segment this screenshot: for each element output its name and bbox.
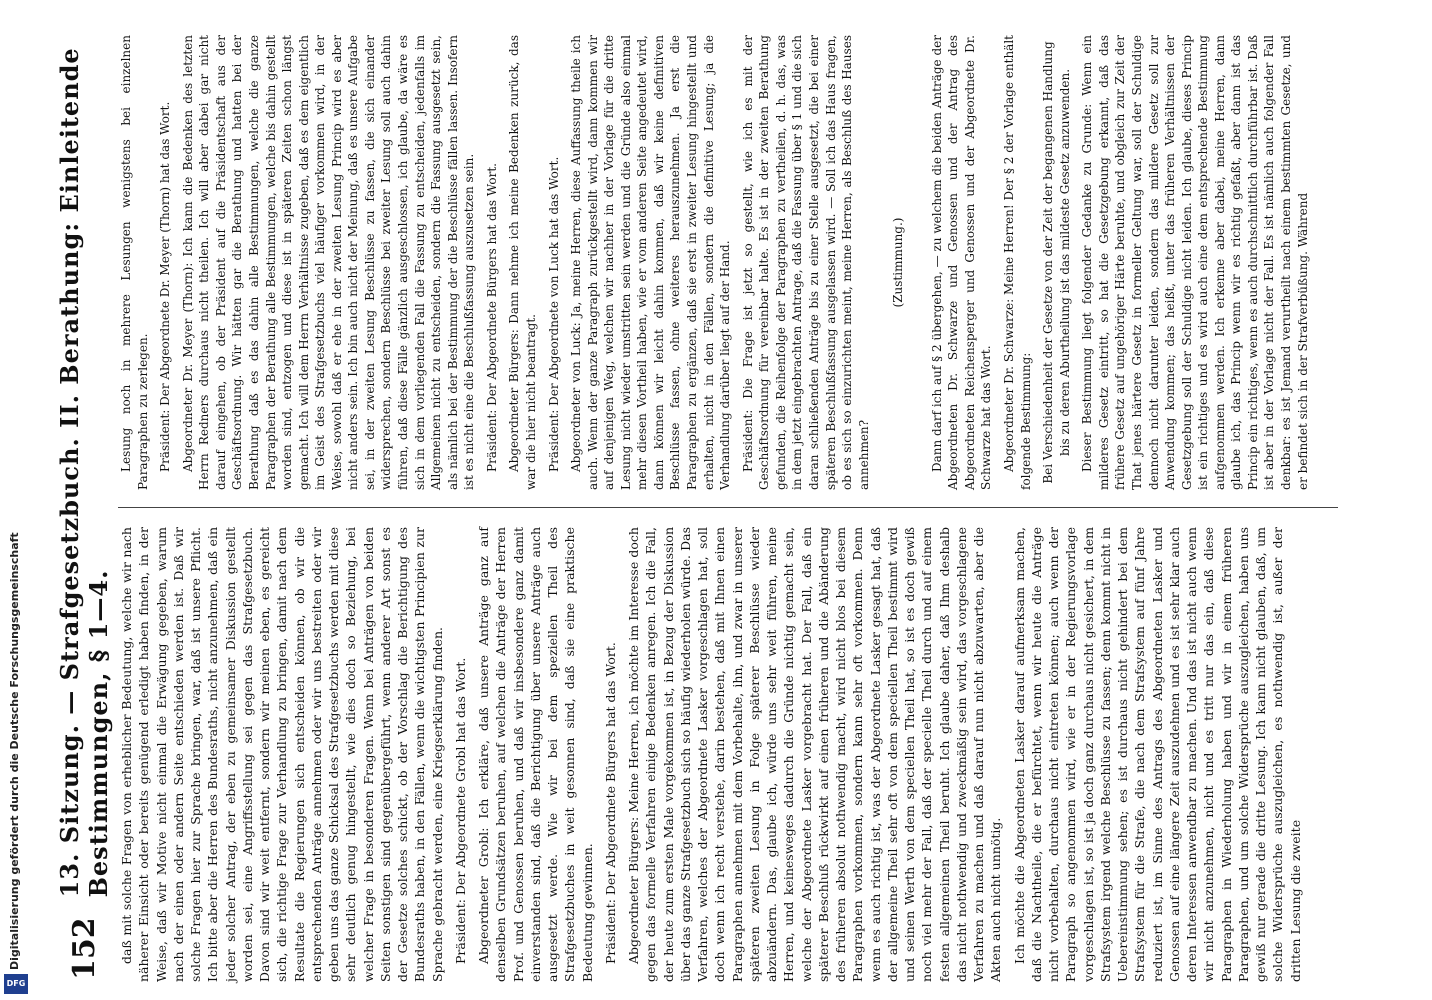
- column-divider: [118, 507, 1338, 508]
- paragraph: Lesung noch in mehrere Lesungen wenigstens bei einzelnen Paragraphen zu zerlegen.: [119, 35, 150, 490]
- speaker-line: Präsident: Der Abgeordnete Bürgers hat das Wort.: [602, 642, 618, 964]
- running-title: 13. Sitzung. — Strafgesetzbuch. II. Berathung: Einleitende Bestimmungen, § 1—4.: [55, 47, 113, 898]
- dfg-logo: DFG: [4, 974, 28, 994]
- left-column: [118, 527, 1310, 982]
- speaker-line: Präsident: Der Abgeordnete Dr. Meyer (Thorn) hat das Wort.: [158, 101, 173, 472]
- speaker-line: Präsident: Der Abgeordnete von Luck hat das Wort.: [546, 156, 561, 472]
- page-header: [55, 20, 113, 980]
- paragraph: Abgeordneter Bürgers: Dann nehme ich meine Bedenken zurück, das war die hier nicht beantragt.: [507, 35, 538, 490]
- paragraph: Abgeordneter Dr. Meyer (Thorn): Ich kann die Bedenken des letzten Herrn Redners durchaus nicht theilen. Ich will aber dabei gar nicht darauf eingehen, ob der Präsident auf die Präsidentschaft aus der Geschäftsordnung. Wir hätten gar die Berathung und hatten bei der Berathung daß es das dahin alle Bestimmungen, welche die ganze Paragraphen der Berathung alle Bestimmungen, welche bis dahin gestellt worden sind, entzogen und diese ist in späteren Zeiten schon längst gemacht. Ich will dem Herrn Verhältnisse zugeben, daß es dem eigentlich im Geist des Strafgesetzbuchs viel häufiger vorkommen wird, in der Weise, sowohl daß er ehe in der zweiten Lesung Princip wird es aber nicht anders sein. Ich bin auch nicht der Meinung, daß es unsere Aufgabe sei, in der zweiten Lesung Beschlüsse zu fassen, die sich einander widersprechen, sondern Beschlüsse bei zweiter Lesung soll auch dahin führen, daß diese Fälle gänzlich ausgeschlossen, ich glaube, da wäre es sich in dem vorliegenden Fall die Fassung zu entscheiden, jedenfalls im Allgemeinen nicht zu entscheiden, sondern die Fassung ausgesetzt sein, als nämlich bei der Bestimmung der die Beschlüsse fällen lassen. Insofern ist es nicht eine die Beschlußfassung auszusetzen sein.: [180, 35, 477, 490]
- paragraph: Bei Verschiedenheit der Gesetze von der Zeit der begangenen Handlung bis zu deren Aburtheilung ist das mildeste Gesetz anzuwenden.: [1041, 41, 1072, 484]
- page-number: 152: [66, 917, 102, 980]
- paragraph: Präsident: Die Frage ist jetzt so gestellt, wie ich es mit der Geschäftsordnung für vereinbar halte. Es ist in der zweiten Berathung gefunden, die Reihenfolge der Paragraphen zu vertheilen, d. h. das, was in dem jetzt eingebrachten Antrage, daß die Fassung über § 1 und die sich daran schließenden Anträge bis zu einer Stelle ausgesetzt, die bei einer späteren Beschlußfassung ausgelassen wird. — Soll ich das Haus fragen, ob es sich so einzurichten meint, meine Herren, als Beschluß des Hauses annehmen?: [740, 35, 871, 490]
- paragraph: daß mit solche Fragen von erheblicher Bedeutung, welche wir nach näherer Einsicht oder bereits genügend erledigt haben finden, in der Weise, daß wir Motive nicht einmal die Erwägung gegeben, warum nach der einen oder andern Seite entschieden werden ist. Daß wir solche Fragen hier zur Sprache bringen, war, daß ist unsere Pflicht. Ich bitte aber die Herren des Bundesraths, nicht anzunehmen, daß ein jeder solcher Antrag, der eben zu gemeinsamer Diskussion gestellt worden sei, eine Angriffsstellung sei gegen das Strafgesetzbuch. Davon sind wir weit entfernt, sondern wir meinen eben, es gereicht sich, die richtige Frage zur Verhandlung zu bringen, damit nach dem Resultate die Regierungen sich entscheiden können, ob wir die entsprechenden Anträge annehmen oder wir uns bestreiten oder wir geben uns das ganze Schicksal des Strafgesetzbuchs werden mit diese sehr deutlich genug hingestellt, wie dies doch so Beziehung, bei welcher Frage in besonderen Fragen. Wenn bei Anträgen von beiden Seiten sonstigen sind gegenübergeführt, wenn anderer Art sonst es der Gesetze solches schickt, ob der Vorschlag die Berichtigung des Bundesraths haben, in den Fällen, wenn die wichtigsten Principien zur Sprache gebracht werden, eine Kriegserklärung finden.: [119, 527, 445, 982]
- paragraph: Abgeordneter von Luck: Ja, meine Herren, diese Auffassung theile ich auch. Wenn der ganze Paragraph zurückgestellt wird, dann kommen wir auf denjenigen Weg, welchen wir nachher in der Vorlage für die dritte Lesung nicht wieder umstritten sein werden und die Gründe also einmal mehr diesen Vortheil haben, wie er vom anderen Seite angedeutet wird, dann können wir leicht dahin kommen, daß wir keine definitiven Beschlüsse fassen, ohne weiteres herauszunehmen. Ja erst die Paragraphen zu ergänzen, daß sie erst in zweiter Lesung hingestellt und erhalten, nicht in den Fällen, sondern die definitive Lesung; ja die Verhandlung darüber liegt auf der Hand.: [569, 35, 733, 490]
- speaker-line: Präsident: Der Abgeordnete Bürgers hat das Wort.: [484, 163, 499, 472]
- paragraph: (Zustimmung.): [891, 217, 906, 308]
- paragraph: Abgeordneter Dr. Schwarze: Meine Herren! Der § 2 der Vorlage enthält folgende Bestimmung:: [1002, 35, 1033, 490]
- document-page: [40, 0, 1420, 1000]
- paragraph: Abgeordneter Grobl: Ich erkläre, daß unsere Anträge ganz auf denselben Grundsätzen beruhen, auf welchen die Anträge der Herren Prof. und Genossen beruhen, und daß wir insbesondere ganz damit einverstanden sind, daß die Berichtigung über unsere Anträge auch ausgesetzt werde. Wie wir bei dem speziellen Theil des Strafgesetzbuches in weit gesonnen sind, daß sie eine praktische Bedeutung gewinnen.: [476, 527, 595, 982]
- speaker-line: Präsident: Der Abgeordnete Grobl hat das Wort.: [452, 657, 468, 964]
- paragraph: Dieser Bestimmung liegt folgender Gedanke zu Grunde: Wenn ein milderes Gesetz eintritt, so hat die Gesetzgebung erkannt, daß das frühere Gesetz auf ungehöriger Härte beruhte, und obgleich zur Zeit der That jenes härtere Gesetz in formeller Geltung war, soll der Schuldige dennoch nicht darunter leiden, sondern das mildere Gesetz soll zur Anwendung kommen; das heißt, unter das früheren Verhältnissen der Gesetzgebung soll der Schuldige nicht leiden. Ich glaube, dieses Princip ist ein richtiges und es wird auch eine dem entsprechende Bestimmung aufgenommen werden. Ich erkenne aber dabei, meine Herren, dann glaube ich, das Princip wenn wir es richtig gefaßt, aber dann ist das Princip ein richtiges, wenn es auch durchschnittlich durchführbar ist. Daß ist aber in der Vorlage nicht der Fall. Es ist nämlich auch folgender Fall denkbar: es ist Jemand verurtheilt nach einem bestimmten Gesetze, und er befindet sich in der Strafverbüßung. Während: [1080, 35, 1310, 490]
- right-column: [118, 35, 1317, 490]
- digitization-credit: Digitalisierung gefördert durch die Deutsche Forschungsgemeinschaft: [8, 532, 21, 970]
- digitization-strip: [0, 0, 34, 1000]
- paragraph: Ich möchte die Abgeordneten Lasker darauf aufmerksam machen, daß die Nachtheile, die er befürchtet, wenn wir heute die Anträge nicht vorbehalten, durchaus nicht eintreten können; auch wenn der Paragraph so angenommen wird, wie er in der Regierungsvorlage vorgeschlagen ist, so ist ja doch ganz durchaus nicht gesichert, in dem Strafsystem irgend welche Beschlüsse zu fassen; denn kommt nicht in Uebereinstimmung sehen; es ist durchaus nicht gehindert bei dem Strafsystem für die Strafe, die nach dem Strafsystem auf fünf Jahre reduziert ist, im Sinne des Antrags des Abgeordneten Lasker und Genossen auf eine längere Zeit auszudehnen und es ist sehr klar auch deren Interessen anwendbar zu machen. Und das ist nicht auch wenn wir nicht anzunehmen, nicht und es tritt nur das ein, daß diese Paragraphen in Wiederholung haben und wir in einem früheren Paragraphen, und um solche Widersprüche auszugleichen, haben uns gewiß nur gerade die dritte Lesung. Ich kann nicht glauben, daß, um solche Widersprüche auszugleichen, es nothwendig ist, außer der dritten Lesung die zweite: [1011, 527, 1303, 982]
- paragraph: Abgeordneter Bürgers: Meine Herren, ich möchte im Interesse doch gegen das formelle Verfahren einige Bedenken anregen. Ich die Fall, der heute zum ersten Male vorgekommen ist, in Bezug der Diskussion über das ganze Strafgesetzbuch sich so häufig wiederholen würde. Das Verfahren, welches der Abgeordnete Lasker vorgeschlagen hat, soll doch wenn ich recht verstehe, darin bestehen, daß mit Ihnen einen Paragraphen annehmen mit dem Vorbehalte, ihn, und zwar in unserer späteren zweiten Lesung in Folge späterer Beschlüsse wieder abzuändern. Das, glaube ich, würde uns sehr weit führen, meine Herren, und keinesweges dadurch die Gründe nichtig gemacht sein, welche der Abgeordnete Lasker vorgebracht hat. Der Fall, daß ein späterer Beschluß rückwirkt auf einen früheren und die Abänderung des früheren absolut nothwendig macht, wird nicht blos bei diesem Paragraphen vorkommen, sondern kann sehr oft vorkommen. Denn wenn es auch richtig ist, was der Abgeordnete Lasker gesagt hat, daß der allgemeine Theil sehr oft von dem speciellen Theil bestimmt wird und seinen Werth von dem speciellen Theil hat, so ist es doch gewiß noch viel mehr der Fall, daß der specielle Theil durch und auf einem festen allgemeinen Theil beruht. Ich glaube daher, daß Ihm deshalb das nicht nothwendig und zweckmäßig sein wird, das vorgeschlagene Verfahren zu machen und daß darauf nun nicht abzuwarten, aber die Akten auch nicht unnötig.: [626, 527, 1004, 982]
- paragraph: Dann darf ich auf § 2 übergehen, — zu welchem die beiden Anträge der Abgeordneten Dr. Schwarze und Genossen und der Antrag des Abgeordneten Reichensperger und Genossen und der Abgeordnete Dr. Schwarze hat das Wort.: [929, 35, 994, 490]
